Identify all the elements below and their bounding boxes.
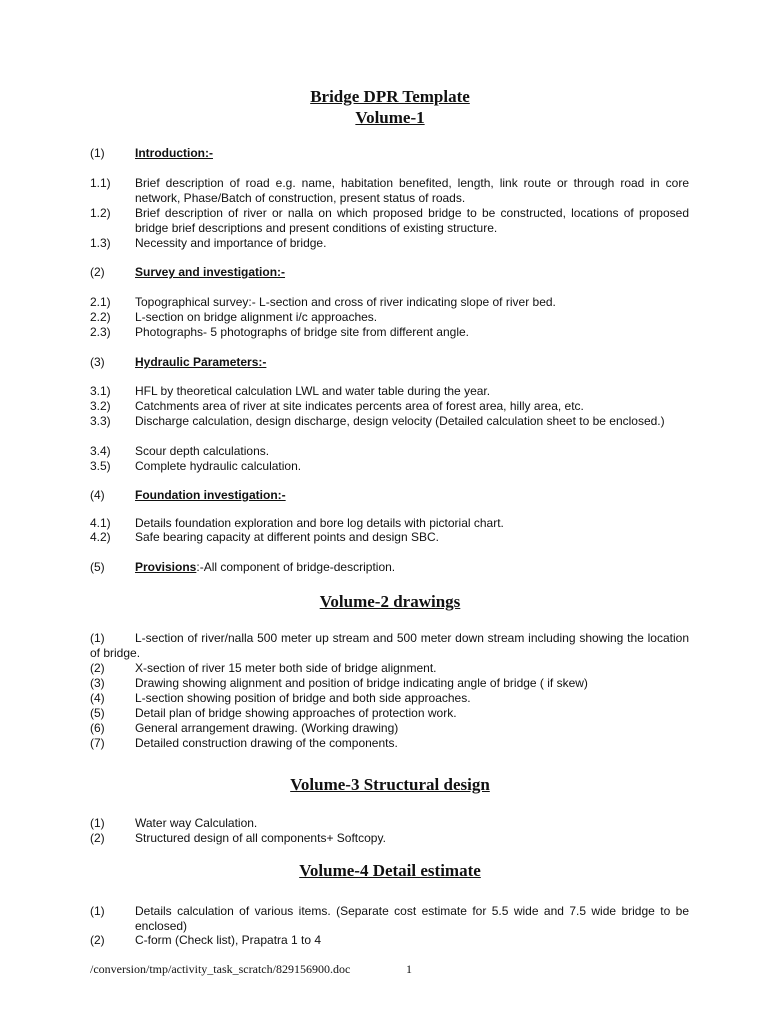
footer-file-path: /conversion/tmp/activity_task_scratch/829156900.doc bbox=[90, 962, 351, 976]
item-text: Catchments area of river at site indicates percents area of forest area, hilly area, etc. bbox=[135, 399, 584, 413]
provisions-line bbox=[135, 560, 689, 575]
section-heading: Survey and investigation:- bbox=[135, 265, 286, 279]
item-number: 3.3) bbox=[90, 414, 111, 428]
page-number: 1 bbox=[406, 962, 412, 976]
item-text: L-section showing position of bridge and both side approaches. bbox=[135, 691, 471, 705]
section-heading: Hydraulic Parameters:- bbox=[135, 355, 267, 369]
section-heading: Foundation investigation:- bbox=[135, 488, 286, 502]
item-text: Details foundation exploration and bore log details with pictorial chart. bbox=[135, 516, 504, 530]
volume-4-title: Volume-4 Detail estimate bbox=[299, 861, 481, 880]
item-text: Topographical survey:- L-section and cross of river indicating slope of river bed. bbox=[135, 295, 556, 309]
item-number: 3.2) bbox=[90, 399, 111, 413]
item-text: Detailed construction drawing of the components. bbox=[135, 736, 398, 750]
item-number: (4) bbox=[90, 691, 105, 705]
item-text: Detail plan of bridge showing approaches of protection work. bbox=[135, 706, 457, 720]
item-text: Safe bearing capacity at different points and design SBC. bbox=[135, 530, 439, 544]
item-number: (7) bbox=[90, 736, 105, 750]
volume-3-title: Volume-3 Structural design bbox=[290, 775, 490, 794]
item-text: L-section of river/nalla 500 meter up stream and 500 meter down stream including showing the location of bridge. bbox=[90, 631, 689, 660]
item-text: L-section on bridge alignment i/c approaches. bbox=[135, 310, 378, 324]
section-number: (3) bbox=[90, 355, 105, 369]
item-number: 2.3) bbox=[90, 325, 111, 339]
item-number: (5) bbox=[90, 706, 105, 720]
item-number: 2.1) bbox=[90, 295, 111, 309]
item-number: 1.1) bbox=[90, 176, 111, 190]
item-text: Complete hydraulic calculation. bbox=[135, 459, 302, 473]
section-number: (2) bbox=[90, 265, 105, 279]
item-text: Necessity and importance of bridge. bbox=[135, 236, 327, 250]
item-number: 4.1) bbox=[90, 516, 111, 530]
section-number: (5) bbox=[90, 560, 105, 574]
item-text: Structured design of all components+ Softcopy. bbox=[135, 831, 386, 845]
item-text: HFL by theoretical calculation LWL and water table during the year. bbox=[135, 384, 491, 398]
item-number: 3.4) bbox=[90, 444, 111, 458]
item-number: (3) bbox=[90, 676, 105, 690]
item-text: Drawing showing alignment and position of bridge indicating angle of bridge ( if skew) bbox=[135, 676, 588, 690]
item-number: (6) bbox=[90, 721, 105, 735]
item-number: 1.2) bbox=[90, 206, 111, 220]
volume-1-title: Volume-1 bbox=[355, 108, 425, 127]
provisions-text: :-All component of bridge-description. bbox=[196, 560, 396, 574]
item-number: (1) bbox=[90, 904, 105, 918]
item-text: General arrangement drawing. (Working drawing) bbox=[135, 721, 399, 735]
item-number: 3.1) bbox=[90, 384, 111, 398]
item-number: (1) bbox=[90, 816, 105, 830]
item-number: 4.2) bbox=[90, 530, 111, 544]
item-number: (2) bbox=[90, 933, 105, 947]
section-number: (1) bbox=[90, 146, 105, 160]
item-number: 1.3) bbox=[90, 236, 111, 250]
item-number: (1) bbox=[90, 631, 105, 645]
volume-2-title: Volume-2 drawings bbox=[319, 592, 461, 611]
section-heading: Provisions bbox=[135, 560, 197, 574]
section-number: (4) bbox=[90, 488, 105, 502]
item-number: 3.5) bbox=[90, 459, 111, 473]
item-text: Scour depth calculations. bbox=[135, 444, 270, 458]
item-text: Details calculation of various items. (Separate cost estimate for 5.5 wide and 7.5 wide bridge to be enclosed) bbox=[135, 904, 689, 933]
item-text: Brief description of river or nalla on which proposed bridge to be constructed, locations of proposed bridge brief descriptions and present conditions of existing structure. bbox=[135, 206, 689, 235]
list-item bbox=[90, 631, 689, 661]
document-title: Bridge DPR Template bbox=[310, 87, 470, 106]
item-text: Water way Calculation. bbox=[135, 816, 258, 830]
item-text: Brief description of road e.g. name, habitation benefited, length, link route or through road in core network, Phase/Batch of construction, present status of roads. bbox=[135, 176, 689, 205]
item-text: Photographs- 5 photographs of bridge site from different angle. bbox=[135, 325, 469, 339]
item-number: 2.2) bbox=[90, 310, 111, 324]
item-text: X-section of river 15 meter both side of bridge alignment. bbox=[135, 661, 437, 675]
section-heading: Introduction:- bbox=[135, 146, 213, 160]
item-number: (2) bbox=[90, 661, 105, 675]
item-text: C-form (Check list), Prapatra 1 to 4 bbox=[135, 933, 322, 947]
item-number: (2) bbox=[90, 831, 105, 845]
item-text: Discharge calculation, design discharge, design velocity (Detailed calculation sheet to be enclosed.) bbox=[135, 414, 665, 428]
